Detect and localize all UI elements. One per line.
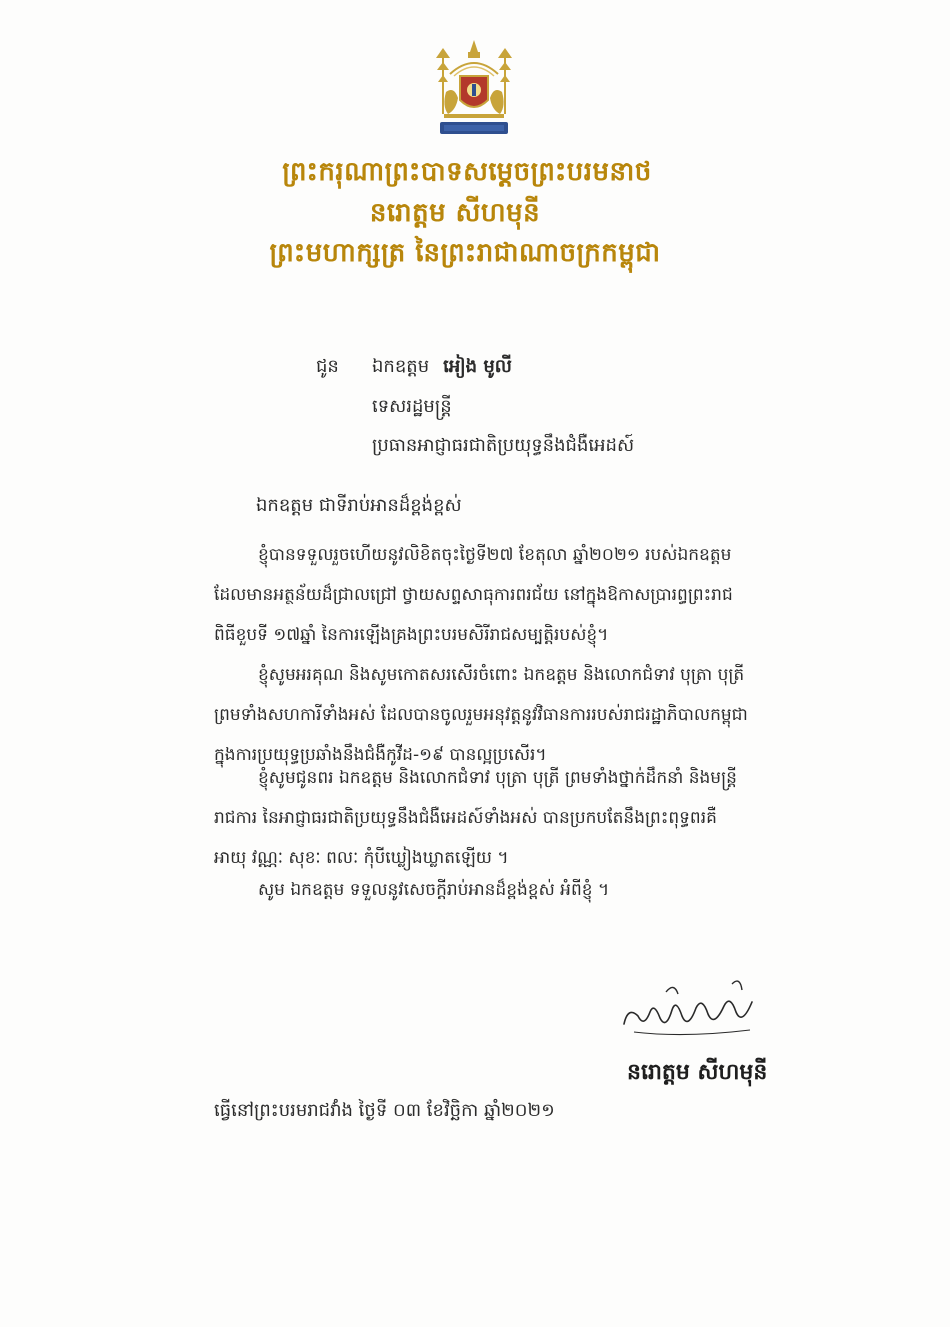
to-label: ជូន [316, 356, 339, 377]
paragraph-2-line-3: ក្នុងការប្រយុទ្ធប្រឆាំងនឹងជំងឺកូវីដ-១៩ បានល្អប្រសើរ។ [214, 745, 547, 765]
header-title-line3: ព្រះមហាក្សត្រ នៃព្រះរាជាណាចក្រកម្ពុជា [269, 238, 661, 268]
handwritten-signature [614, 972, 764, 1042]
addressee-line [372, 354, 512, 381]
date-place-line: ធ្វើនៅព្រះបរមរាជវាំង ថ្ងៃទី ០៣ ខែវិច្ឆិកា ឆ្នាំ២០២១ [214, 1100, 555, 1121]
salutation: ឯកឧត្តម ជាទីរាប់អានដ៏ខ្ពង់ខ្ពស់ [256, 495, 462, 516]
addressee-name: អៀង មូលី [443, 356, 512, 377]
paragraph-3-line-1: ខ្ញុំសូមជូនពរ ឯកឧត្តម និងលោកជំទាវ បុត្រា បុត្រី ព្រមទាំងថ្នាក់ដឹកនាំ និងមន្ត្រី [258, 768, 737, 788]
paragraph-2 [214, 655, 864, 775]
paragraph-1-line-3: ពិធីខួបទី ១៧ឆ្នាំ នៃការឡើងគ្រងព្រះបរមសិរីរាជសម្បត្តិរបស់ខ្ញុំ។ [214, 625, 609, 645]
closing-paragraph: សូម ឯកឧត្តម ទទួលនូវសេចក្តីរាប់អានដ៏ខ្ពង់ខ្ពស់ អំពីខ្ញុំ ។ [258, 880, 610, 900]
header-title-line1: ព្រះករុណាព្រះបាទសម្តេចព្រះបរមនាថ [282, 157, 652, 187]
header-title-line2: នរោត្តម សីហមុនី [369, 198, 541, 228]
paragraph-1 [214, 535, 864, 655]
paragraph-1-line-2: ដែលមានអត្ថន័យដ៏ជ្រាលជ្រៅ ថ្វាយសព្ទសាធុការពរជ័យ នៅក្នុងឱកាសប្រារព្ធព្រះរាជ [214, 585, 733, 605]
paragraph-2-line-1: ខ្ញុំសូមអរគុណ និងសូមកោតសរសើរចំពោះ ឯកឧត្តម និងលោកជំទាវ បុត្រា បុត្រី [258, 665, 745, 685]
royal-arms-icon [428, 40, 520, 138]
signatory-name: នរោត្តម សីហមុនី [627, 1060, 768, 1085]
addressee-title: ឯកឧត្តម [372, 356, 430, 377]
paragraph-3-line-3: អាយុ វណ្ណៈ សុខៈ ពលៈ កុំបីឃ្លៀងឃ្លាតឡើយ ។ [214, 848, 509, 868]
paragraph-3 [214, 758, 864, 878]
paragraph-1-line-1: ខ្ញុំបានទទួលរួចហើយនូវលិខិតចុះថ្ងៃទី២៧ ខែតុលា ឆ្នាំ២០២១ របស់ឯកឧត្តម [258, 545, 732, 565]
paragraph-3-line-2: រាជការ នៃអាជ្ញាធរជាតិប្រយុទ្ធនឹងជំងឺអេដស៍ទាំងអស់ បានប្រកបតែនឹងព្រះពុទ្ធពរគឺ [214, 808, 717, 828]
addressee-position: ទេសរដ្ឋមន្ត្រី [372, 396, 452, 417]
addressee-office: ប្រធានអាជ្ញាធរជាតិប្រយុទ្ធនឹងជំងឺអេដស៍ [372, 435, 635, 456]
paragraph-2-line-2: ព្រមទាំងសហការីទាំងអស់ ដែលបានចូលរួមអនុវត្តនូវវិធានការរបស់រាជរដ្ឋាភិបាលកម្ពុជា [214, 705, 748, 725]
